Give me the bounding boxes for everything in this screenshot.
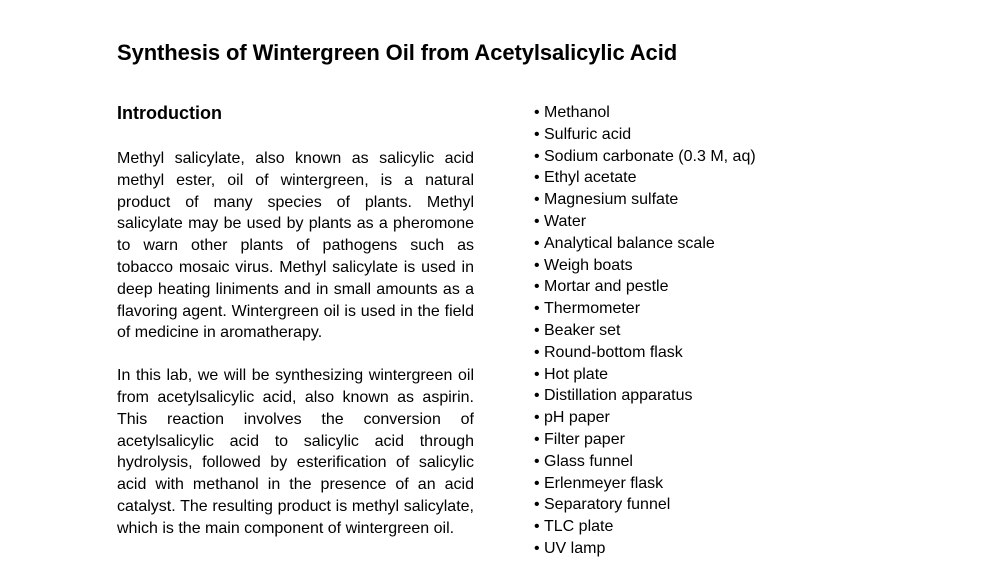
materials-item bbox=[534, 189, 756, 211]
bullet-icon: • bbox=[534, 212, 540, 230]
materials-item bbox=[534, 494, 756, 516]
materials-item-label: Methanol bbox=[544, 104, 610, 121]
materials-item bbox=[534, 276, 756, 298]
materials-item-label: Round-bottom flask bbox=[544, 343, 683, 361]
bullet-icon: • bbox=[534, 409, 540, 427]
bullet-icon: • bbox=[534, 300, 540, 318]
bullet-icon: • bbox=[534, 191, 540, 209]
materials-item-label: Separatory funnel bbox=[544, 496, 671, 514]
bullet-icon: • bbox=[534, 125, 540, 143]
materials-item-label: Distillation apparatus bbox=[544, 387, 693, 405]
materials-item bbox=[534, 298, 756, 320]
materials-item-label: Beaker set bbox=[544, 321, 621, 339]
materials-item bbox=[534, 538, 756, 560]
materials-item bbox=[534, 407, 756, 429]
bullet-icon: • bbox=[534, 430, 540, 448]
materials-item-label: Water bbox=[544, 212, 587, 230]
materials-item-label: Erlenmeyer flask bbox=[544, 474, 664, 492]
section-heading-introduction: Introduction bbox=[117, 103, 222, 123]
materials-item bbox=[534, 124, 756, 146]
materials-list bbox=[534, 102, 756, 560]
bullet-icon: • bbox=[534, 343, 540, 361]
materials-item-label: Thermometer bbox=[544, 300, 641, 318]
bullet-icon: • bbox=[534, 365, 540, 383]
materials-item-label: UV lamp bbox=[544, 539, 606, 557]
materials-item bbox=[534, 255, 756, 277]
materials-item bbox=[534, 320, 756, 342]
bullet-icon: • bbox=[534, 234, 540, 252]
bullet-icon: • bbox=[534, 256, 540, 274]
bullet-icon: • bbox=[534, 474, 540, 492]
bullet-icon: • bbox=[534, 518, 540, 536]
materials-item-label: Sodium carbonate (0.3 M, aq) bbox=[544, 147, 756, 165]
materials-item bbox=[534, 146, 756, 168]
materials-item bbox=[534, 451, 756, 473]
materials-item bbox=[534, 473, 756, 495]
materials-item bbox=[534, 429, 756, 451]
materials-item-label: Mortar and pestle bbox=[544, 278, 669, 296]
materials-item-label: Weigh boats bbox=[544, 256, 633, 274]
materials-item-label: Ethyl acetate bbox=[544, 169, 637, 187]
bullet-icon: • bbox=[534, 496, 540, 514]
materials-item-label: TLC plate bbox=[544, 518, 614, 536]
materials-item bbox=[534, 516, 756, 538]
materials-item bbox=[534, 385, 756, 407]
materials-item bbox=[534, 102, 756, 124]
bullet-icon: • bbox=[534, 104, 540, 121]
introduction-section bbox=[117, 102, 474, 561]
materials-item-label: pH paper bbox=[544, 409, 610, 427]
introduction-paragraph-1: Methyl salicylate, also known as salicylic acid methyl ester, oil of wintergreen, is a natural product of many species of plants. Methyl salicylate may be used by plants as a pheromone to warn other plants of pathogens such as tobacco mosaic virus. Methyl salicylate is used in deep heating liniments and in small amounts as a flavoring agent. Wintergreen oil is used in the field of medicine in aromatherapy. bbox=[117, 150, 474, 342]
bullet-icon: • bbox=[534, 278, 540, 296]
bullet-icon: • bbox=[534, 321, 540, 339]
materials-item bbox=[534, 364, 756, 386]
materials-item-label: Filter paper bbox=[544, 430, 625, 448]
page-title: Synthesis of Wintergreen Oil from Acetylsalicylic Acid bbox=[117, 40, 678, 65]
bullet-icon: • bbox=[534, 147, 540, 165]
materials-item bbox=[534, 211, 756, 233]
bullet-icon: • bbox=[534, 452, 540, 470]
materials-item-label: Analytical balance scale bbox=[544, 234, 715, 252]
materials-item-label: Magnesium sulfate bbox=[544, 191, 679, 209]
materials-item-label: Hot plate bbox=[544, 365, 609, 383]
materials-item bbox=[534, 233, 756, 255]
materials-item-label: Sulfuric acid bbox=[544, 125, 632, 143]
materials-item bbox=[534, 167, 756, 189]
bullet-icon: • bbox=[534, 387, 540, 405]
bullet-icon: • bbox=[534, 539, 540, 557]
introduction-paragraph-2: In this lab, we will be synthesizing wintergreen oil from acetylsalicylic acid, also known as aspirin. This reaction involves the conversion of acetylsalicylic acid to salicylic acid through hydrolysis, followed by esterification of salicylic acid with methanol in the presence of an acid catalyst. The resulting product is methyl salicylate, which is the main component of wintergreen oil. bbox=[117, 367, 474, 537]
materials-item bbox=[534, 342, 756, 364]
materials-item-label: Glass funnel bbox=[544, 452, 633, 470]
bullet-icon: • bbox=[534, 169, 540, 187]
